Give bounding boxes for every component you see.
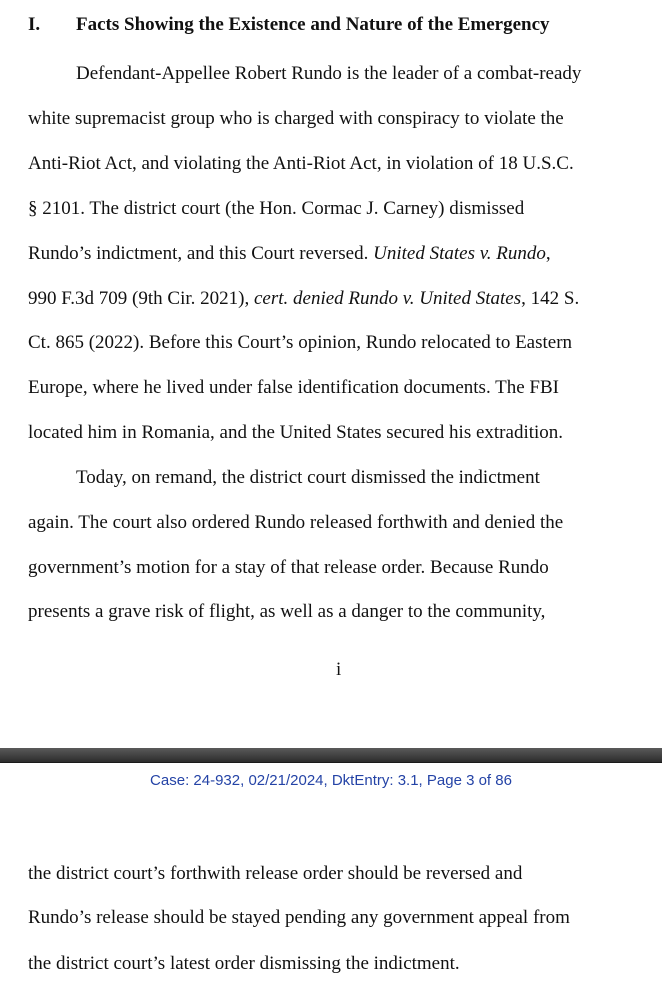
- text-line: [28, 952, 460, 976]
- text-run: government’s motion for a stay of that release order. Because Rundo: [28, 557, 549, 578]
- text-line: [28, 287, 579, 311]
- text-run: Rundo’s release should be stayed pending any government appeal from: [28, 907, 570, 928]
- text-line: [76, 62, 581, 86]
- citation-italic: United States v. Rundo: [373, 243, 546, 264]
- text-line: [28, 862, 522, 886]
- page-divider: [0, 748, 662, 763]
- page-number: i: [336, 659, 342, 680]
- text-run: Rundo’s indictment, and this Court reversed.: [28, 243, 374, 264]
- text-run: again. The court also ordered Rundo released forthwith and denied the: [28, 512, 564, 533]
- text-line: [28, 556, 549, 580]
- text-run: Ct. 865 (2022). Before this Court’s opinion, Rundo relocated to Eastern: [28, 332, 573, 353]
- text-run: the district court’s forthwith release order should be reversed and: [28, 863, 523, 884]
- text-line: [28, 600, 545, 624]
- text-run: ,: [545, 243, 551, 264]
- text-run: Anti-Riot Act, and violating the Anti-Riot Act, in violation of 18 U.S.C.: [28, 153, 574, 174]
- text-line: [28, 197, 524, 221]
- case-header-stamp: Case: 24-932, 02/21/2024, DktEntry: 3.1, Page 3 of 86: [150, 772, 512, 789]
- text-run: 990 F.3d 709 (9th Cir. 2021),: [28, 288, 254, 309]
- text-line: [28, 107, 564, 131]
- text-run: white supremacist group who is charged with conspiracy to violate the: [28, 108, 564, 129]
- section-title: Facts Showing the Existence and Nature of the Emergency: [76, 14, 550, 35]
- text-line: [28, 331, 572, 355]
- text-line: [76, 466, 540, 490]
- text-run: the district court’s latest order dismissing the indictment.: [28, 953, 460, 974]
- text-run: Europe, where he lived under false identification documents. The FBI: [28, 377, 559, 398]
- text-line: [28, 511, 563, 535]
- text-line: [28, 421, 563, 445]
- text-run: presents a grave risk of flight, as well as a danger to the community,: [28, 601, 546, 622]
- text-line: [28, 242, 551, 266]
- text-line: [28, 376, 559, 400]
- text-run: , 142 S.: [521, 288, 580, 309]
- citation-italic: cert. denied Rundo v. United States: [253, 288, 522, 309]
- text-run: located him in Romania, and the United States secured his extradition.: [28, 422, 564, 443]
- text-run: Today, on remand, the district court dismissed the indictment: [76, 467, 540, 488]
- section-heading: [28, 14, 550, 36]
- text-run: Defendant-Appellee Robert Rundo is the leader of a combat-ready: [76, 63, 582, 84]
- text-line: [28, 152, 574, 176]
- section-number: I.: [28, 14, 41, 35]
- text-line: [28, 906, 570, 930]
- text-run: § 2101. The district court (the Hon. Cormac J. Carney) dismissed: [28, 198, 525, 219]
